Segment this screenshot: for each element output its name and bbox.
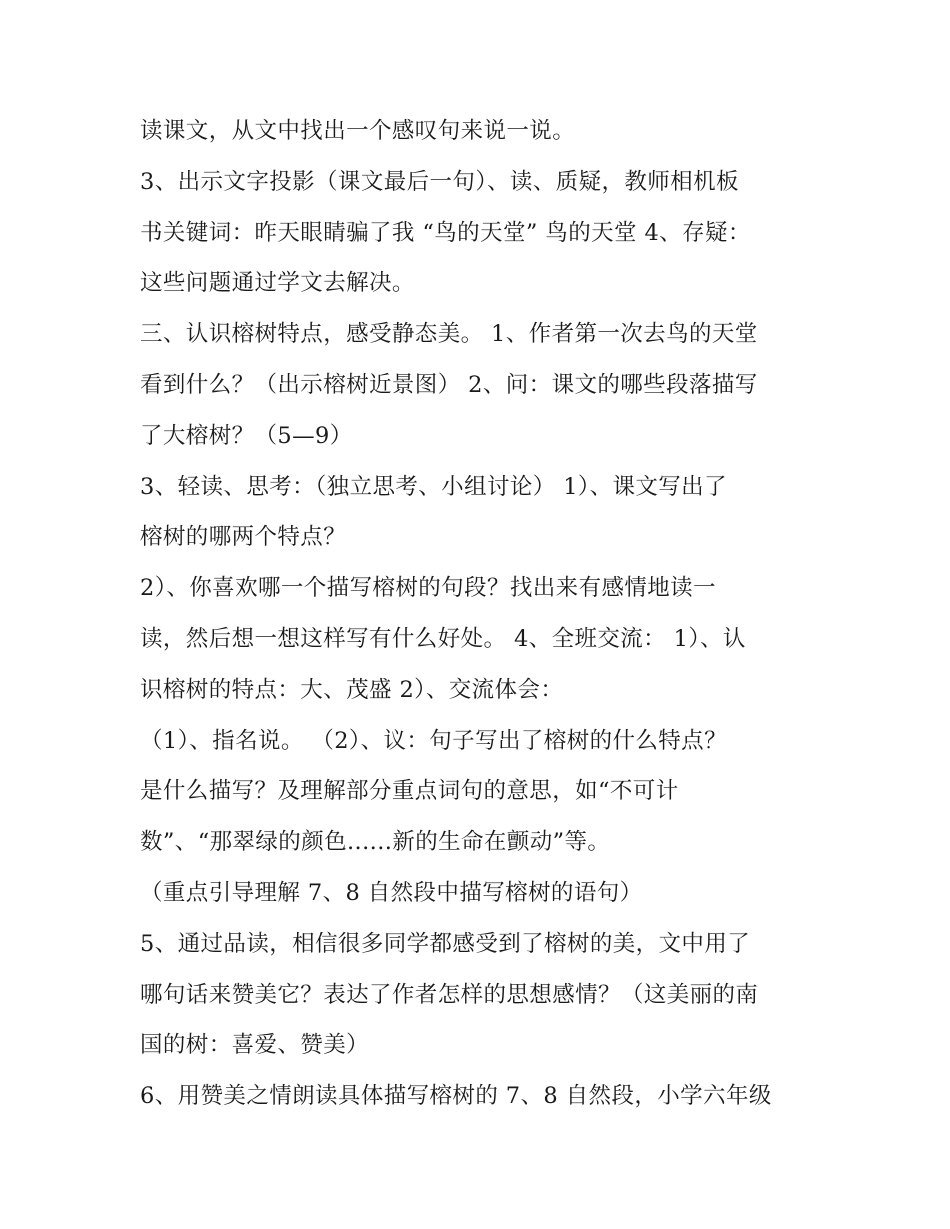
text-line: 看到什么？（出示榕树近景图） 2、问：课文的哪些段落描写 <box>140 371 758 398</box>
text-line: 国的树：喜爱、赞美） <box>140 1032 370 1059</box>
text-line: 读课文，从文中找出一个感叹句来说一说。 <box>140 118 576 144</box>
text-line: 5、通过品读，相信很多同学都感受到了榕树的美，文中用了 <box>140 930 751 957</box>
text-line: 数”、“那翠绿的颜色......新的生命在颤动”等。 <box>140 829 611 856</box>
text-line: 2）、你喜欢哪一个描写榕树的句段？找出来有感情地读一 <box>140 575 716 602</box>
text-line: 读，然后想一想这样写有什么好处。 4、全班交流： 1）、认 <box>140 625 746 652</box>
text-line: （重点引导理解 7、8 自然段中描写榕树的语句） <box>140 879 643 906</box>
text-line: 3、轻读、思考：（独立思考、小组讨论） 1）、课文写出了 <box>140 473 727 500</box>
text-line: 榕树的哪两个特点？ <box>140 524 347 551</box>
text-line: 书关键词：昨天眼睛骗了我 “鸟的天堂” 鸟的天堂 4、存疑： <box>140 219 751 246</box>
text-line: 了大榕树？（5—9） <box>140 422 353 449</box>
text-line: 3、出示文字投影（课文最后一句）、读、质疑，教师相机板 <box>140 168 739 195</box>
text-line: 是什么描写？及理解部分重点词句的意思，如“不可计 <box>140 778 679 805</box>
lesson-plan-text <box>140 106 830 1122</box>
text-line: （1）、指名说。 （2）、议：句子写出了榕树的什么特点？ <box>140 727 727 754</box>
text-line: 识榕树的特点：大、茂盛 2）、交流体会： <box>140 676 564 703</box>
text-line: 这些问题通过学文去解决。 <box>140 270 415 297</box>
text-line: 6、用赞美之情朗读具体描写榕树的 7、8 自然段，小学六年级 <box>140 1083 772 1110</box>
text-line: 三、认识榕树特点，感受静态美。 1、作者第一次去鸟的天堂 <box>140 321 758 348</box>
text-line: 哪句话来赞美它？表达了作者怎样的思想感情？（这美丽的南 <box>140 981 759 1008</box>
